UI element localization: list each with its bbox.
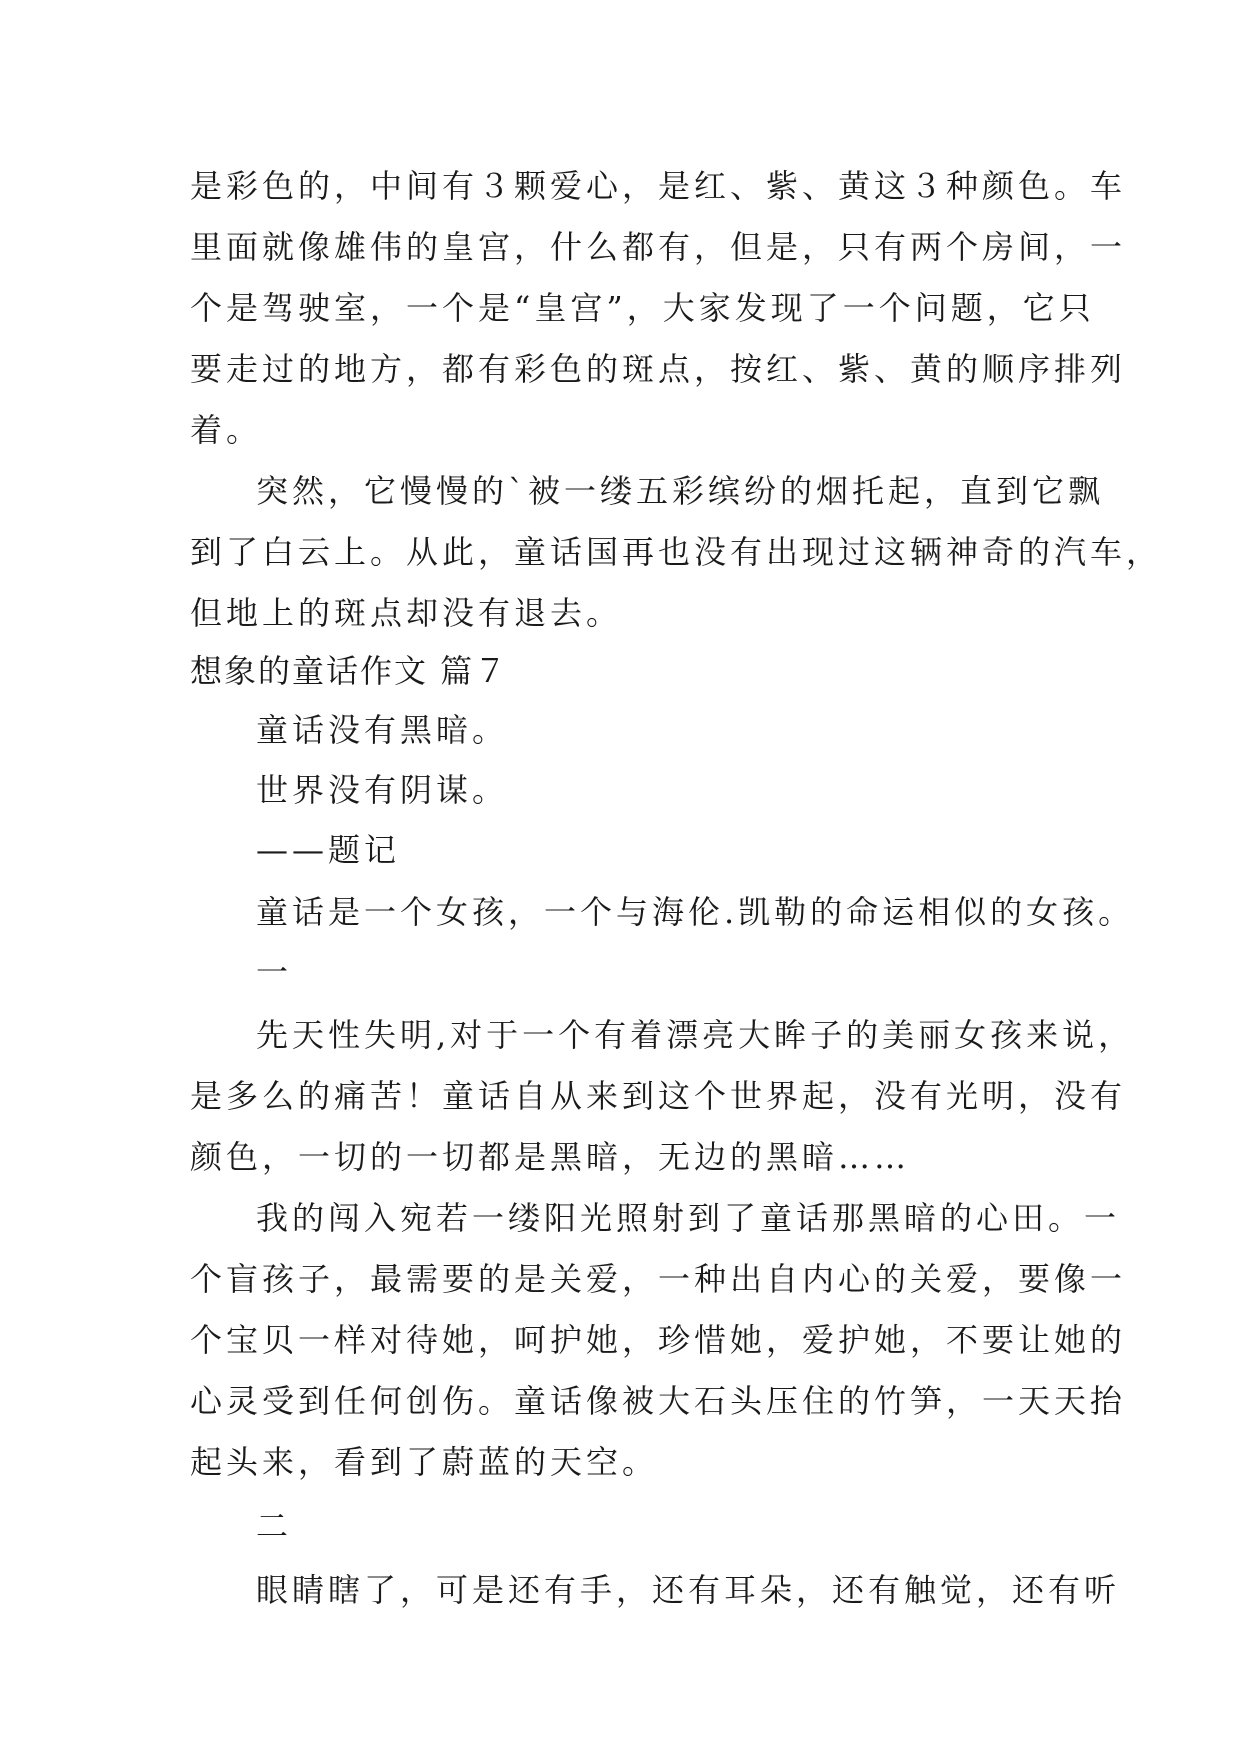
paragraph-line: 个是驾驶室，一个是“皇宫”，大家发现了一个问题，它只 bbox=[190, 289, 1095, 327]
paragraph-line: 是彩色的，中间有３颗爱心，是红、紫、黄这３种颜色。车 bbox=[190, 167, 1127, 205]
paragraph-line: 颜色，一切的一切都是黑暗，无边的黑暗…… bbox=[190, 1138, 911, 1176]
paragraph-line: 是多么的痛苦！童话自从来到这个世界起，没有光明，没有 bbox=[190, 1077, 1127, 1115]
paragraph-line: 个盲孩子，最需要的是关爱，一种出自内心的关爱，要像一 bbox=[190, 1260, 1127, 1298]
paragraph-line: 眼睛瞎了，可是还有手，还有耳朵，还有触觉，还有听 bbox=[256, 1571, 1121, 1609]
section-heading: 想象的童话作文 篇７ bbox=[190, 652, 509, 690]
epigraph-line: 世界没有阴谋。 bbox=[256, 771, 509, 809]
epigraph-attribution: ——题记 bbox=[256, 831, 401, 869]
paragraph-line: 着。 bbox=[190, 411, 263, 449]
paragraph-line: 到了白云上。从此，童话国再也没有出现过这辆神奇的汽车， bbox=[190, 533, 1163, 571]
paragraph-line: 心灵受到任何创伤。童话像被大石头压住的竹笋，一天天抬 bbox=[190, 1382, 1127, 1420]
paragraph-line: 但地上的斑点却没有退去。 bbox=[190, 594, 623, 632]
epigraph-line: 童话没有黑暗。 bbox=[256, 711, 509, 749]
paragraph-line: 起头来，看到了蔚蓝的天空。 bbox=[190, 1443, 659, 1481]
paragraph-line: 要走过的地方，都有彩色的斑点，按红、紫、黄的顺序排列 bbox=[190, 350, 1127, 388]
paragraph-line: 突然，它慢慢的`被一缕五彩缤纷的烟托起，直到它飘 bbox=[256, 472, 1105, 510]
section-number: 二 bbox=[256, 1507, 293, 1545]
paragraph-line: 我的闯入宛若一缕阳光照射到了童话那黑暗的心田。一 bbox=[256, 1199, 1121, 1237]
paragraph-line: 先天性失明,对于一个有着漂亮大眸子的美丽女孩来说， bbox=[256, 1016, 1135, 1054]
paragraph-line: 个宝贝一样对待她，呵护她，珍惜她，爱护她，不要让她的 bbox=[190, 1321, 1127, 1359]
paragraph-line: 里面就像雄伟的皇宫，什么都有，但是，只有两个房间，一 bbox=[190, 228, 1127, 266]
section-number: 一 bbox=[256, 953, 293, 991]
paragraph-line: 童话是一个女孩，一个与海伦.凯勒的命运相似的女孩。 bbox=[256, 893, 1135, 931]
